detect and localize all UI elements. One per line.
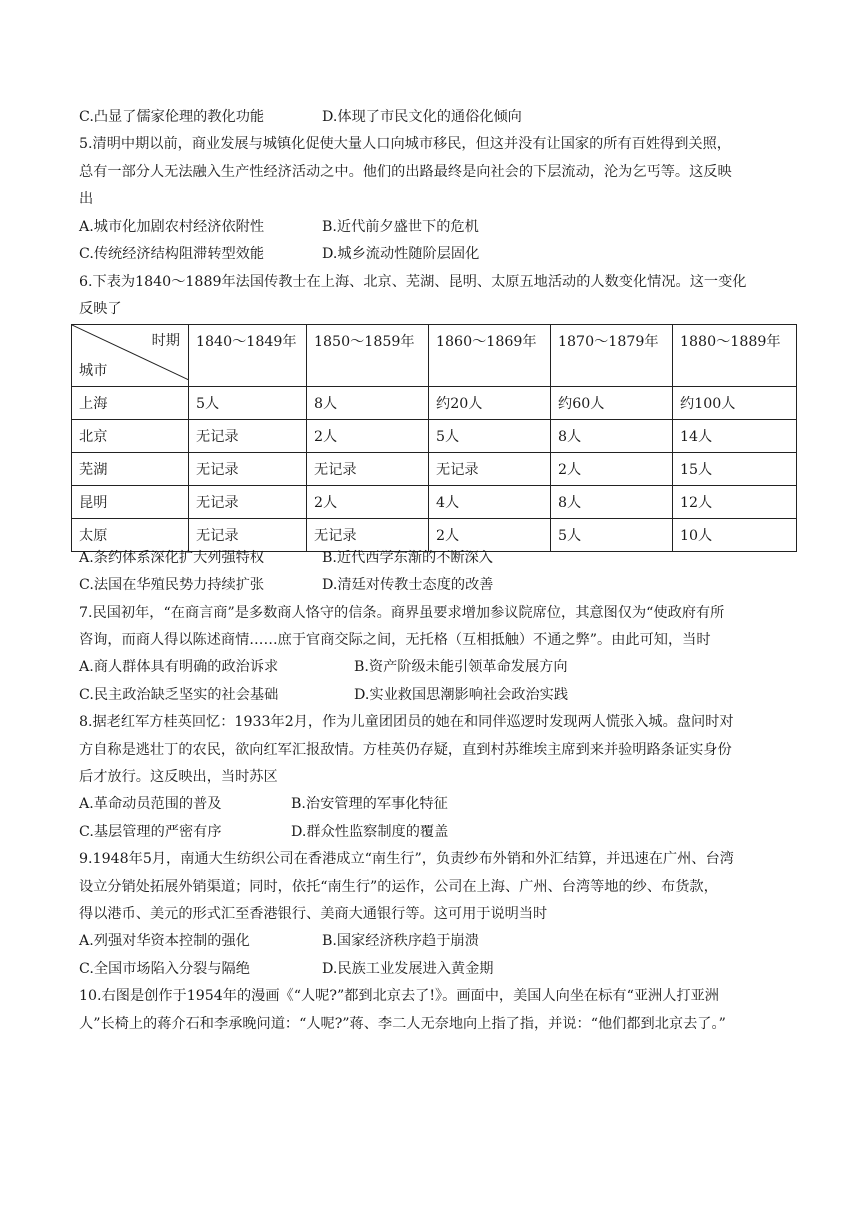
q8-option-b: B.治安管理的军事化特征 (291, 796, 448, 812)
q8-stem-line-3: 后才放行。这反映出，当时苏区 (79, 769, 278, 785)
q6-option-b: B.近代西学东渐的不断深入 (322, 550, 493, 566)
row-city: 北京 (72, 420, 189, 453)
q5-stem-line-1: 5.清明中期以前，商业发展与城镇化促使大量人口向城市移民，但这并没有让国家的所有百姓得到关照， (79, 136, 731, 152)
table-cell: 无记录 (189, 453, 307, 486)
table-row (72, 453, 797, 486)
q7-option-d: D.实业救国思潮影响社会政治实践 (354, 687, 569, 703)
table-cell: 无记录 (189, 519, 307, 552)
q9-option-c: C.全国市场陷入分裂与隔绝 (79, 961, 250, 977)
q10-stem-line-2: 人”长椅上的蒋介石和李承晚问道：“人呢?”蒋、李二人无奈地向上指了指，并说：“他们都到北京去了。” (79, 1016, 726, 1032)
q8-option-c: C.基层管理的严密有序 (79, 824, 222, 840)
q5-option-d: D.城乡流动性随阶层固化 (322, 246, 480, 262)
q5-option-a: A.城市化加剧农村经济依附性 (79, 219, 265, 235)
table-cell: 10人 (673, 519, 797, 552)
q8-stem-line-1: 8.据老红军方桂英回忆：1933年2月，作为儿童团团员的她在和同伴巡逻时发现两人慌张入城。盘问时对 (79, 714, 734, 730)
q4-option-d: D.体现了市民文化的通俗化倾向 (322, 109, 522, 125)
table-cell: 8人 (307, 387, 429, 420)
row-city: 上海 (72, 387, 189, 420)
q8-option-a: A.革命动员范围的普及 (79, 796, 222, 812)
table-cell: 15人 (673, 453, 797, 486)
q6-stem-line-1: 6.下表为1840～1889年法国传教士在上海、北京、芜湖、昆明、太原五地活动的人数变化情况。这一变化 (79, 274, 747, 290)
q9-option-d: D.民族工业发展进入黄金期 (322, 961, 494, 977)
table-header-row (72, 325, 797, 387)
table-cell: 4人 (429, 486, 551, 519)
q5-stem-line-3: 出 (79, 191, 94, 207)
table-cell: 无记录 (307, 453, 429, 486)
table-cell: 无记录 (189, 420, 307, 453)
table-cell: 8人 (551, 486, 673, 519)
column-header: 1870～1879年 (551, 325, 673, 387)
table-cell: 2人 (307, 486, 429, 519)
table-cell: 无记录 (429, 453, 551, 486)
table-cell: 2人 (307, 420, 429, 453)
table-cell: 14人 (673, 420, 797, 453)
table-cell: 无记录 (307, 519, 429, 552)
corner-period-label: 时期 (151, 333, 180, 349)
column-header: 1880～1889年 (673, 325, 797, 387)
q5-option-c: C.传统经济结构阻滞转型效能 (79, 246, 265, 262)
q7-option-b: B.资产阶级未能引领革命发展方向 (354, 659, 568, 675)
q7-stem-line-1: 7.民国初年，“在商言商”是多数商人恪守的信条。商界虽要求增加参议院席位，其意图仅为“使政府有所 (79, 605, 725, 621)
table-cell: 2人 (429, 519, 551, 552)
q7-option-c: C.民主政治缺乏坚实的社会基础 (79, 687, 279, 703)
table-row (72, 519, 797, 552)
q6-option-d: D.清廷对传教士态度的改善 (322, 577, 494, 593)
table-cell: 约60人 (551, 387, 673, 420)
q7-option-a: A.商人群体具有明确的政治诉求 (79, 659, 279, 675)
table-corner-cell (72, 325, 189, 387)
table-cell: 12人 (673, 486, 797, 519)
corner-city-label: 城市 (79, 363, 108, 379)
table-cell: 8人 (551, 420, 673, 453)
q9-stem-line-3: 得以港币、美元的形式汇至香港银行、美商大通银行等。这可用于说明当时 (79, 906, 548, 922)
column-header: 1840～1849年 (189, 325, 307, 387)
table-cell: 约20人 (429, 387, 551, 420)
table-cell: 约100人 (673, 387, 797, 420)
q9-option-b: B.国家经济秩序趋于崩溃 (322, 933, 479, 949)
row-city: 太原 (72, 519, 189, 552)
q5-option-b: B.近代前夕盛世下的危机 (322, 219, 479, 235)
column-header: 1860～1869年 (429, 325, 551, 387)
q9-stem-line-2: 设立分销处拓展外销渠道；同时，依托“南生行”的运作，公司在上海、广州、台湾等地的纱、布货款， (79, 879, 718, 895)
table-cell: 5人 (429, 420, 551, 453)
q8-option-d: D.群众性监察制度的覆盖 (291, 824, 449, 840)
q6-stem-line-2: 反映了 (79, 301, 122, 317)
q10-stem-line-1: 10.右图是创作于1954年的漫画《“人呢?”都到北京去了!》。画面中，美国人向坐在标有“亚洲人打亚洲 (79, 988, 719, 1004)
table-cell: 2人 (551, 453, 673, 486)
q9-option-a: A.列强对华资本控制的强化 (79, 933, 250, 949)
q6-option-c: C.法国在华殖民势力持续扩张 (79, 577, 265, 593)
table-row (72, 420, 797, 453)
row-city: 昆明 (72, 486, 189, 519)
table-cell: 5人 (551, 519, 673, 552)
q9-stem-line-1: 9.1948年5月，南通大生纺织公司在香港成立“南生行”，负责纱布外销和外汇结算，并迅速在广州、台湾 (79, 851, 734, 867)
q5-stem-line-2: 总有一部分人无法融入生产性经济活动之中。他们的出路最终是向社会的下层流动，沦为乞丐等。这反映 (79, 164, 732, 180)
table-row (72, 486, 797, 519)
q4-option-c: C.凸显了儒家伦理的教化功能 (79, 109, 265, 125)
q6-option-a: A.条约体系深化扩大列强特权 (79, 550, 265, 566)
column-header: 1850～1859年 (307, 325, 429, 387)
row-city: 芜湖 (72, 453, 189, 486)
q8-stem-line-2: 方自称是逃壮丁的农民，欲向红军汇报敌情。方桂英仍存疑，直到村苏维埃主席到来并验明路条证实身份 (79, 742, 732, 758)
missionary-table (71, 324, 797, 552)
table-row (72, 387, 797, 420)
table-cell: 无记录 (189, 486, 307, 519)
q7-stem-line-2: 咨询，而商人得以陈述商情……庶于官商交际之间，无托格（互相抵触）不通之弊”。由此可知，当时 (79, 632, 711, 648)
table-cell: 5人 (189, 387, 307, 420)
